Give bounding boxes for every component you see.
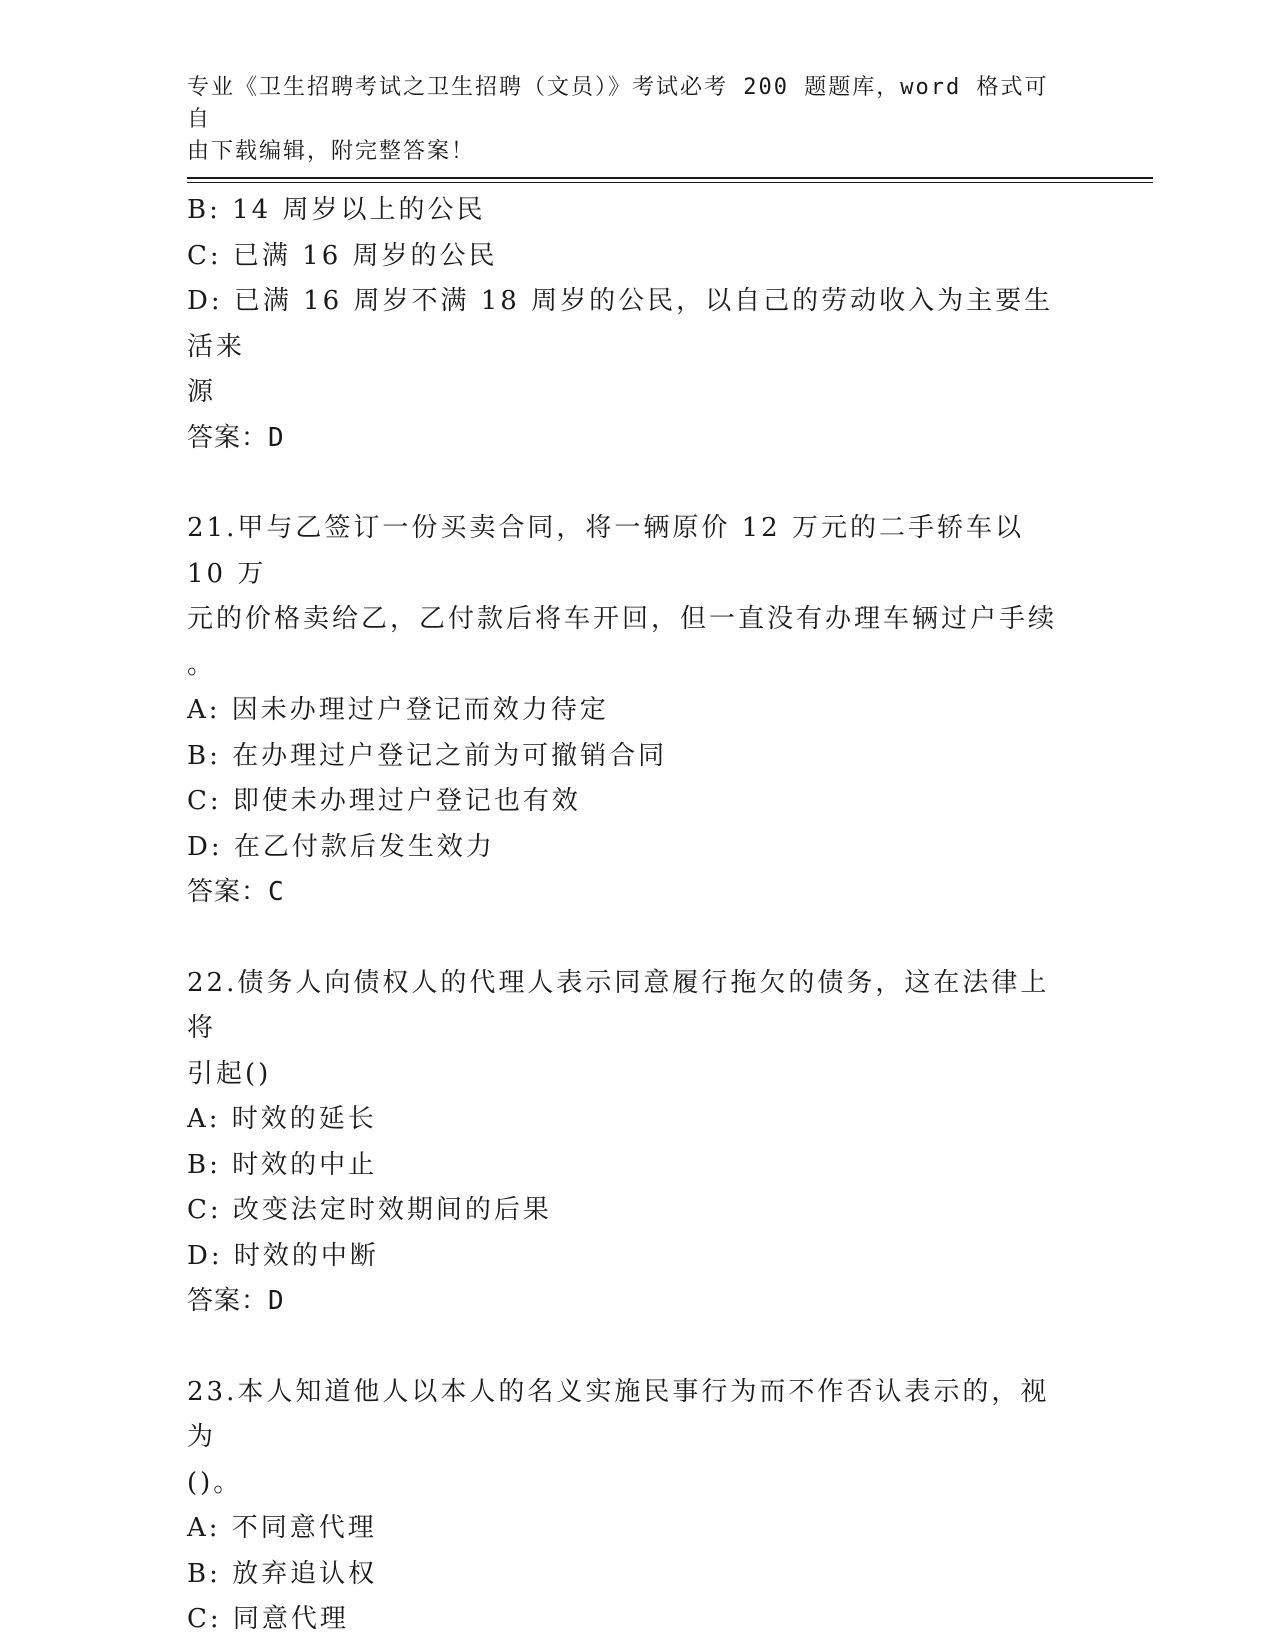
question-22	[187, 961, 1067, 1325]
option-b: B: 时效的中止	[187, 1149, 378, 1180]
option-d-wrap: 源	[187, 377, 217, 407]
question-stem-line: 21.甲与乙签订一份买卖合同，将一辆原价 12 万元的二手轿车以 10 万	[187, 513, 1024, 589]
option-d: D: 时效的中断	[187, 1240, 379, 1271]
answer: 答案：C	[187, 877, 285, 907]
header-divider-thin	[187, 182, 1153, 183]
option-c: C: 已满 16 周岁的公民	[187, 240, 498, 271]
option-c: C: 改变法定时效期间的后果	[187, 1195, 552, 1225]
option-a: A: 因未办理过户登记而效力待定	[187, 695, 609, 725]
header-line-1: 专业《卫生招聘考试之卫生招聘（文员）》考试必考 200 题题库，word 格式可自	[187, 75, 1049, 132]
option-b: B: 在办理过户登记之前为可撤销合同	[187, 740, 668, 771]
option-d: D: 在乙付款后发生效力	[187, 831, 495, 862]
answer: 答案：D	[187, 422, 285, 453]
question-stem-line: 引起()	[187, 1058, 272, 1089]
option-c: C: 即使未办理过户登记也有效	[187, 786, 581, 816]
answer: 答案：D	[187, 1286, 285, 1316]
document-header	[187, 72, 1067, 168]
header-divider-thick	[187, 177, 1153, 179]
document-body	[187, 188, 1067, 1643]
option-b: B: 14 周岁以上的公民	[187, 195, 486, 225]
header-line-2: 由下载编辑，附完整答案！	[187, 139, 476, 164]
option-d: D: 已满 16 周岁不满 18 周岁的公民，以自己的劳动收入为主要生活来	[187, 286, 1054, 362]
option-a: A: 时效的延长	[187, 1104, 377, 1134]
question-stem-line: ()。	[187, 1467, 243, 1498]
option-c: C: 同意代理	[187, 1604, 349, 1634]
option-a: A: 不同意代理	[187, 1513, 377, 1543]
question-21	[187, 506, 1067, 916]
question-stem-line: 22.债务人向债权人的代理人表示同意履行拖欠的债务，这在法律上将	[187, 967, 1050, 1043]
question-stem-line: 。	[187, 649, 217, 680]
question-23	[187, 1370, 1067, 1643]
question-20-continued	[187, 188, 1067, 461]
question-stem-line: 元的价格卖给乙，乙付款后将车开回，但一直没有办理车辆过户手续	[187, 604, 1058, 634]
question-stem-line: 23.本人知道他人以本人的名义实施民事行为而不作否认表示的，视为	[187, 1376, 1050, 1452]
option-b: B: 放弃追认权	[187, 1558, 378, 1589]
